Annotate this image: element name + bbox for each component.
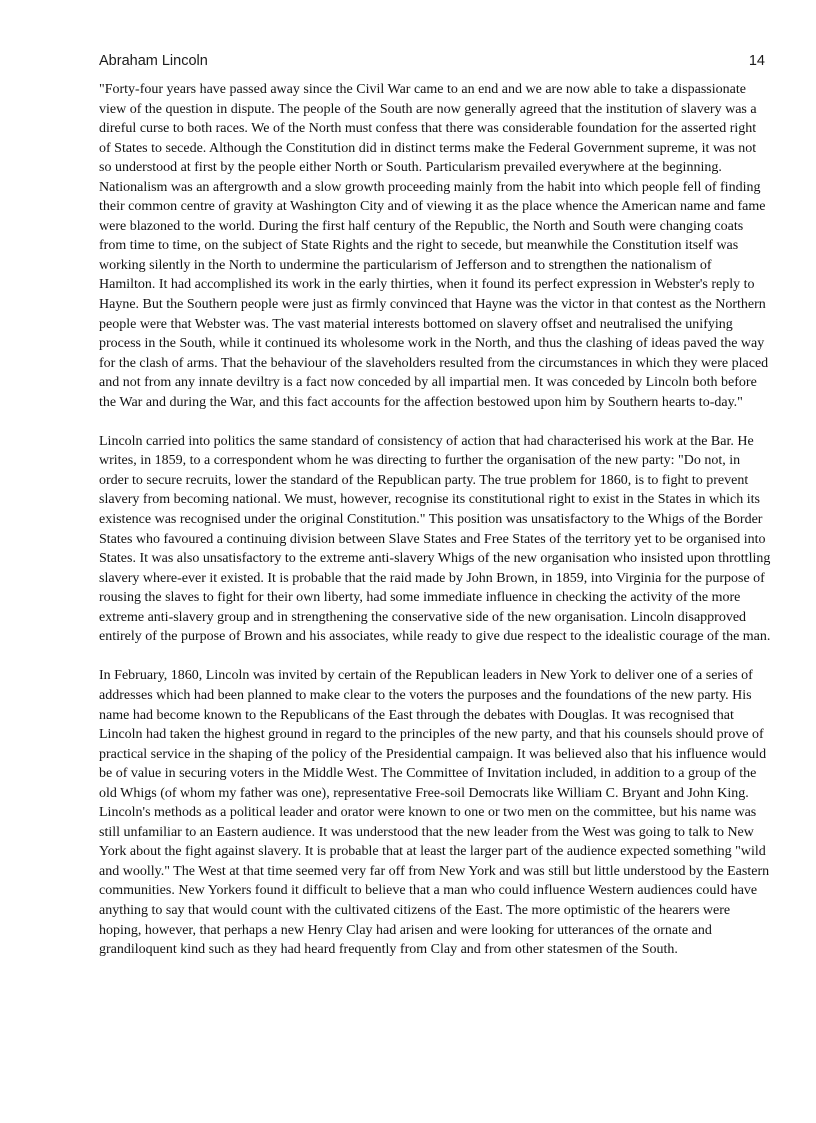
- running-header: [99, 53, 765, 73]
- paragraph-quote: "Forty-four years have passed away since the Civil War came to an end and we are now able to take a dispassionate view of the question in dispute. The people of the South are now generally agreed that the institution of slavery was a direful curse to both races. We of the North must confess that there was considerable foundation for the asserted right of States to secede. Although the Constitution did in distinct terms make the Federal Government supreme, it was not so understood at first by the people either North or South. Particularism prevailed everywhere at the beginning. Nationalism was an aftergrowth and a slow growth proceeding mainly from the habit into which people fell of finding their common centre of gravity at Washington City and of viewing it as the place whence the American name and fame were blazoned to the world. During the first half century of the Republic, the North and South were changing coats from time to time, on the subject of State Rights and the right to secede, but meanwhile the Constitution itself was working silently in the North to undermine the particularism of Jefferson and to strengthen the nationalism of Hamilton. It had accomplished its work in the early thirties, when it found its perfect expression in Webster's reply to Hayne. But the Southern people were just as firmly convinced that Hayne was the victor in that contest as the Northern people were that Webster was. The vast material interests bottomed on slavery offset and neutralised the unifying process in the South, while it continued its wholesome work in the North, and thus the clashing of ideas paved the way for the clash of arms. That the behaviour of the slaveholders resulted from the circumstances in which they were placed and not from any innate deviltry is a fact now conceded by all impartial men. It was conceded by Lincoln both before the War and during the War, and this fact accounts for the affection bestowed upon him by Southern hearts to-day.": [99, 82, 769, 410]
- paragraph-politics: Lincoln carried into politics the same standard of consistency of action that had characterised his work at the Bar. He writes, in 1859, to a correspondent whom he was directing to further the organisation of the new party: "Do not, in order to secure recruits, lower the standard of the Republican party. The true problem for 1860, is to fight to prevent slavery from becoming national. We must, however, recognise its constitutional right to exist in the States in which its existence was recognised under the original Constitution." This position was unsatisfactory to the Whigs of the Border States who favoured a continuing division between Slave States and Free States of the territory yet to be organised into States. It was also unsatisfactory to the extreme anti-slavery Whigs of the new organisation who insisted upon throttling slavery where-ever it existed. It is probable that the raid made by John Brown, in 1859, into Virginia for the purpose of rousing the slaves to fight for their own liberty, had some immediate influence in checking the activity of the more extreme anti-slavery group and in strengthening the conservative side of the new organisation. Lincoln disapproved entirely of the purpose of Brown and his associates, while ready to give due respect to the idealistic courage of the man.: [99, 433, 771, 645]
- paragraph-new-york-invitation: In February, 1860, Lincoln was invited by certain of the Republican leaders in New York to deliver one of a series of addresses which had been planned to make clear to the voters the purposes and the foundations of the new party. His name had become known to the Republicans of the East through the debates with Douglas. It was recognised that Lincoln had taken the highest ground in regard to the principles of the new party, and that his counsels should prove of practical service in the shaping of the policy of the Presidential campaign. It was believed also that his influence would be of value in securing voters in the Middle West. The Committee of Invitation included, in addition to a group of the old Whigs (of whom my father was one), representative Free-soil Democrats like William C. Bryant and John King. Lincoln's methods as a political leader and orator were known to one or two men on the committee, but his name was still unfamiliar to an Eastern audience. It was understood that the new leader from the West was going to talk to New York about the fight against slavery. It is probable that at least the larger part of the audience expected something "wild and woolly." The West at that time seemed very far off from New York and was still but little understood by the Eastern communities. New Yorkers found it difficult to believe that a man who could influence Western audiences could have anything to say that would count with the cultivated citizens of the East. The more optimistic of the hearers were hoping, however, that perhaps a new Henry Clay had arisen and were looking for utterances of the ornate and grandiloquent kind such as they had heard frequently from Clay and from other statesmen of the South.: [99, 668, 770, 958]
- page-number: 14: [748, 53, 765, 69]
- book-title: Abraham Lincoln: [99, 53, 208, 69]
- body-text: [99, 80, 771, 979]
